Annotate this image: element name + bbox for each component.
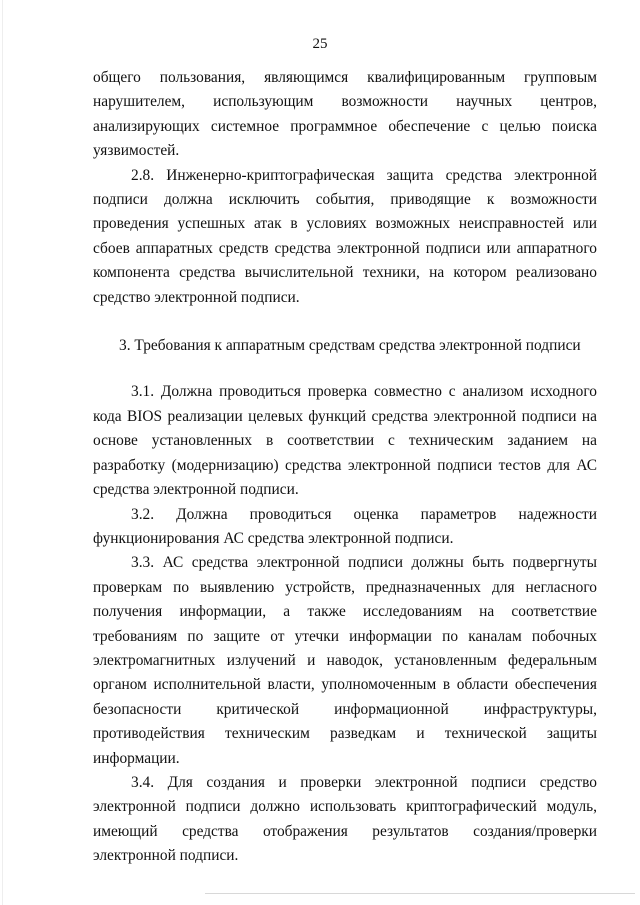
scan-edge [2, 0, 3, 905]
scan-bottom-line [205, 893, 635, 894]
paragraph-continued: общего пользования, являющимся квалифицированным групповым нарушителем, использующим возможности научных центров, анализирующих системное программное обеспечение с целью поиска уязвимостей. [93, 69, 597, 160]
paragraph-3-1: 3.1. Должна проводиться проверка совместно с анализом исходного кода BIOS реализации целевых функций средства электронной подписи на основе установленных в соответствии с техническим заданием на разработку (модернизацию) средства электронной подписи тестов для АС средства электронной подписи. [93, 383, 597, 499]
document-body [93, 66, 597, 869]
paragraph-3-4: 3.4. Для создания и проверки электронной подписи средство электронной подписи должно использовать криптографический модуль, имеющий средства отображения результатов создания/проверки электронной подписи. [93, 773, 597, 865]
page-number: 25 [312, 36, 328, 52]
section-heading-3: 3. Требования к аппаратным средствам средства электронной подписи [119, 337, 581, 355]
paragraph-3-3: 3.3. АС средства электронной подписи должны быть подвергнуты проверкам по выявлению устройств, предназначенных для негласного получения информации, а также исследованиям на соответствие требованиям по защите от утечки информации по каналам побочных электромагнитных излучений и наводок, установленным федеральным органом исполнительной власти, уполномоченным в области обеспечения безопасности критической информационной инфраструктуры, противодействия техническим разведкам и технической защиты информации. [93, 554, 597, 767]
paragraph-3-2: 3.2. Должна проводиться оценка параметров надежности функционирования АС средства электронной подписи. [93, 505, 597, 547]
paragraph-2-8: 2.8. Инженерно-криптографическая защита средства электронной подписи должна исключить события, приводящие к возможности проведения успешных атак в условиях возможных неисправностей или сбоев аппаратных средств средства электронной подписи или аппаратного компонента средства вычислительной техники, на котором реализовано средство электронной подписи. [93, 166, 597, 306]
